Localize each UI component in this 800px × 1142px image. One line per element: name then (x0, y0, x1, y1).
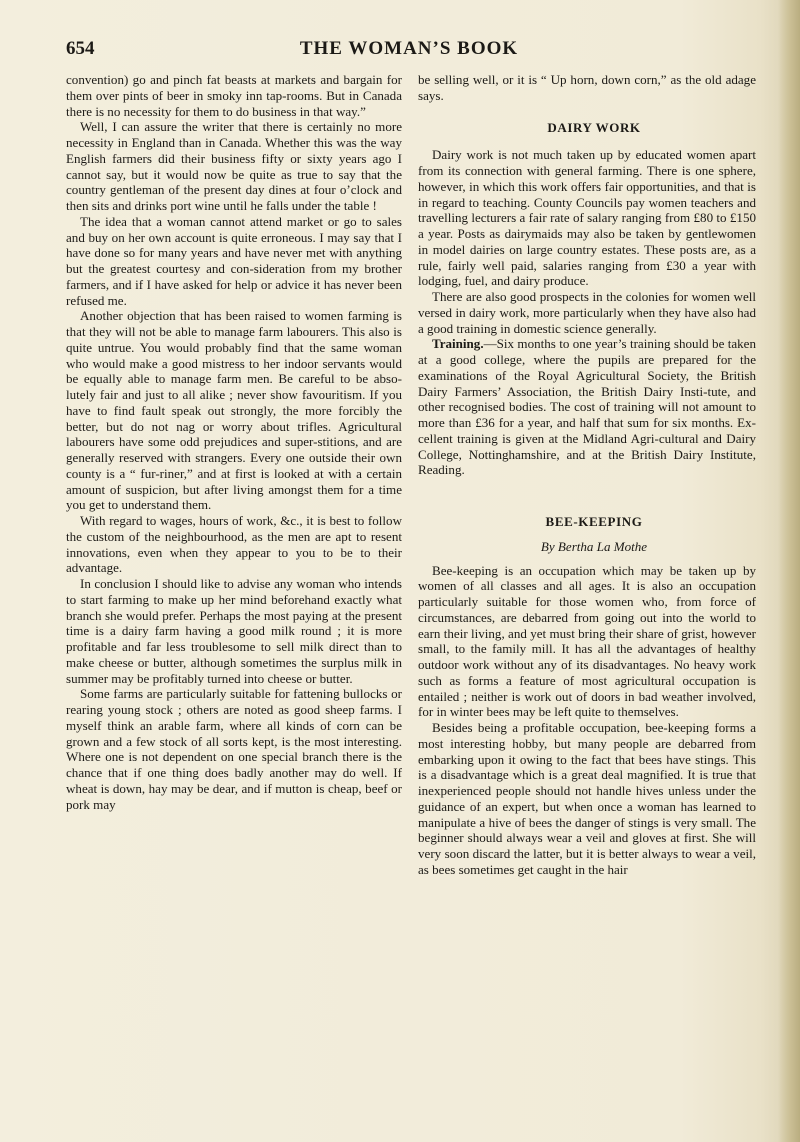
running-title: THE WOMAN’S BOOK (299, 38, 519, 59)
paragraph: Besides being a profitable occupation, bee-keeping forms a most interesting hobby, but many people are debarred from embarking upon it owing to the fact that bees have stings. This is a disadvantage which is a great deal magnified. It is true that inexperienced people should not handle hives unless under the guidance of an expert, but when once a woman has learned to manipulate a hive of bees the danger of stings is very small. The beginner should always wear a veil and gloves at first. She will very soon discard the latter, but it is better always to wear a veil, as bees sometimes get caught in the hair (418, 720, 756, 877)
page-edge (778, 0, 800, 1142)
paragraph: Bee-keeping is an occupation which may be taken up by women of all classes and all ages. It is also an occupation particularly suitable for those women who, from force of circumstances, are debarred from going out into the world to earn their living, and yet must bring their share of grist, however small, to the family mill. It has all the advantages of healthy outdoor work without any of its disadvantages. No heavy work such as forms a feature of most agricultural occupation is entailed ; neither is work out of doors in bad weather involved, for in winter bees may be left quite to themselves. (418, 562, 756, 720)
paragraph: Dairy work is not much taken up by educated women apart from its connection with general farming. There is one sphere, however, in which this work offers fair opportunities, and that is in regard to teaching. County Councils pay women teachers and travelling lecturers a fair rate of salary ranging from £80 to £150 a year. Posts as dairymaids may also be taken by gentlewomen in model dairies on large country estates. These posts are, as a rule, fairly well paid, salaries ranging from £30 a year with lodging, fuel, and dairy produce. (418, 147, 756, 289)
paragraph: Some farms are particularly suitable for fattening bullocks or rearing young stock ; others are noted as good sheep farms. I myself think an arable farm, where all kinds of corn can be grown and a few stock of all sorts kept, is the most interesting. Where one is not dependent on one special branch there is the chance that if one thing does badly another may do well. If wheat is down, hay may be dear, and if mutton is cheap, beef or pork may (66, 686, 402, 812)
paragraph: convention) go and pinch fat beasts at markets and bargain for them over pints of beer in smoky inn tap-rooms. But in Canada there is no necessity for them to do business in that way.” (66, 72, 402, 119)
paragraph: With regard to wages, hours of work, &c., it is best to follow the custom of the neighbourhood, as the men are apt to resent innovations, even when they appear to you to be to their advantage. (66, 513, 402, 576)
training-text: —Six months to one year’s training should be taken at a good college, where the pupils are prepared for the examinations of the Royal Agricultural Society, the British Dairy Farmers’ Association, the British Dairy Insti-tute, and other recognised bodies. The cost of training will not amount to more than £36 for a year, and half that sum for six months. Ex-cellent training is given at the Midland Agri-cultural and Dairy College, Nottinghamshire, and at the British Dairy Institute, Reading. (418, 336, 756, 478)
paragraph: In conclusion I should like to advise any woman who intends to start farming to make up her mind beforehand exactly what branch she would prefer. Perhaps the most paying at the present time is a dairy farm having a good milk round ; it is more profitable and far less troublesome to sell milk direct than to make cheese or butter, although sometimes the surplus milk in summer may be profitably turned into cheese or butter. (66, 576, 402, 686)
paragraph: Another objection that has been raised to women farming is that they will not be able to manage farm labourers. This also is quite untrue. You would probably find that the same woman who would make a good mistress to her indoor servants would be equally able to manage farm men. Be careful to be abso-lutely fair and just to all alike ; never show favouritism. If you have to find fault speak out strongly, the more forcibly the better, but do not nag or worry about trifles. Agricultural labourers have some odd prejudices and super-stitions, and are generally reserved with strangers. Every one outside their own county is a “ fur-riner,” and at first is looked at with a certain amount of suspicion, but after living amongst them for a time you get to understand them. (66, 308, 402, 513)
paragraph: The idea that a woman cannot attend market or go to sales and buy on her own account is quite erroneous. I may say that I have done so for many years and have never met with anything but the greatest courtesy and con-sideration from my brother farmers, and if I have asked for help or advice it has never been refused me. (66, 213, 402, 308)
training-lead: Training. (432, 336, 484, 352)
left-column (66, 72, 402, 812)
right-column (418, 72, 756, 878)
training-paragraph (418, 336, 756, 478)
paragraph: be selling well, or it is “ Up horn, down corn,” as the old adage says. (418, 72, 756, 103)
author-byline: By Bertha La Mothe (540, 538, 648, 554)
page-header (66, 38, 752, 62)
section-heading-dairy-work: DAIRY WORK (547, 119, 641, 135)
page-number: 654 (66, 38, 95, 59)
paragraph: There are also good prospects in the colonies for women well versed in dairy work, more particularly when they have also had a good training in domestic science generally. (418, 289, 756, 336)
paragraph: Well, I can assure the writer that there is certainly no more necessity in England than in Canada. Whether this was the way English farmers did their business fifty or sixty years ago I cannot say, but it would now be quite as true to say that the country gentleman of the present day dines at four o’clock and then sits and drinks port wine until he falls under the table ! (66, 119, 402, 213)
section-heading-bee-keeping: BEE-KEEPING (545, 514, 643, 529)
